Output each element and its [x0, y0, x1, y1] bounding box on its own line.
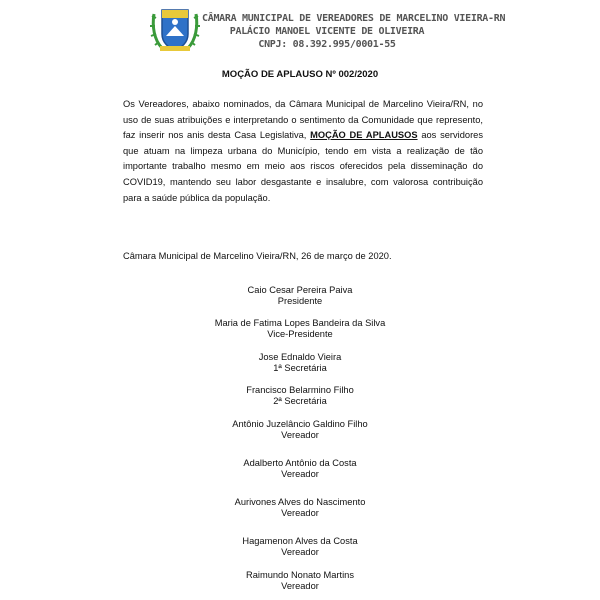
signatory-name: Jose Ednaldo Vieira [258, 352, 342, 362]
body-intro: Os Vereadores, abaixo nominados, da Câmara Municipal de Marcelino Vieira/RN, no uso de suas atribuições e interpretando o sentimento da Comunidade que represento, faz inserir nos anis desta Casa Legislativa, [123, 99, 483, 141]
signatory-role: Vereador [281, 581, 319, 591]
signature-block [0, 385, 600, 407]
document-body [123, 97, 483, 206]
municipal-coat-of-arms-icon [148, 6, 202, 54]
signature-block [0, 352, 600, 374]
signatory-name: Adalberto Antônio da Costa [243, 458, 357, 468]
letterhead-text [202, 12, 506, 51]
signature-block [0, 570, 600, 592]
signatory-name: Francisco Belarmino Filho [246, 385, 354, 395]
signatory-role: Vereador [281, 430, 319, 440]
signatory-role: 2ª Secretária [273, 396, 327, 406]
signature-block [0, 497, 600, 519]
signatory-name: Antônio Juzelâncio Galdino Filho [232, 419, 368, 429]
signatory-role: Presidente [277, 296, 323, 306]
signatory-role: Vice-Presidente [267, 329, 333, 339]
date-line: Câmara Municipal de Marcelino Vieira/RN, 26 de março de 2020. [123, 251, 392, 261]
signatory-name: Raimundo Nonato Martins [246, 570, 354, 580]
letterhead [148, 6, 506, 56]
signatory-role: Vereador [281, 469, 319, 479]
body-rest: aos servidores que atuam na limpeza urbana do Município, tendo em vista a realização de tão importante trabalho mesmo em meio aos riscos oferecidos pela disseminação do COVID19, mantendo seu labor desgastante e insalubre, com valorosa contribuição para a saúde pública da população. [123, 130, 483, 203]
signatory-role: Vereador [281, 508, 319, 518]
signatory-role: 1ª Secretária [273, 363, 327, 373]
signature-block [0, 419, 600, 441]
palace-name: PALÁCIO MANOEL VICENTE DE OLIVEIRA [229, 26, 425, 37]
cnpj: CNPJ: 08.392.995/0001-55 [258, 39, 396, 50]
signatory-name: Hagamenon Alves da Costa [242, 536, 358, 546]
signatory-name: Caio Cesar Pereira Paiva [247, 285, 353, 295]
document-title: MOÇÃO DE APLAUSO Nº 002/2020 [221, 69, 379, 80]
signatory-name: Maria de Fatima Lopes Bandeira da Silva [214, 318, 386, 328]
signature-block [0, 458, 600, 480]
signatory-name: Aurivones Alves do Nascimento [234, 497, 366, 507]
signature-block [0, 285, 600, 307]
signature-block [0, 318, 600, 340]
body-emphasis: MOÇÃO DE APLAUSOS [310, 130, 418, 141]
chamber-name: CÂMARA MUNICIPAL DE VEREADORES DE MARCELINO VIEIRA-RN [202, 13, 506, 24]
signature-block [0, 536, 600, 558]
signatory-role: Vereador [281, 547, 319, 557]
